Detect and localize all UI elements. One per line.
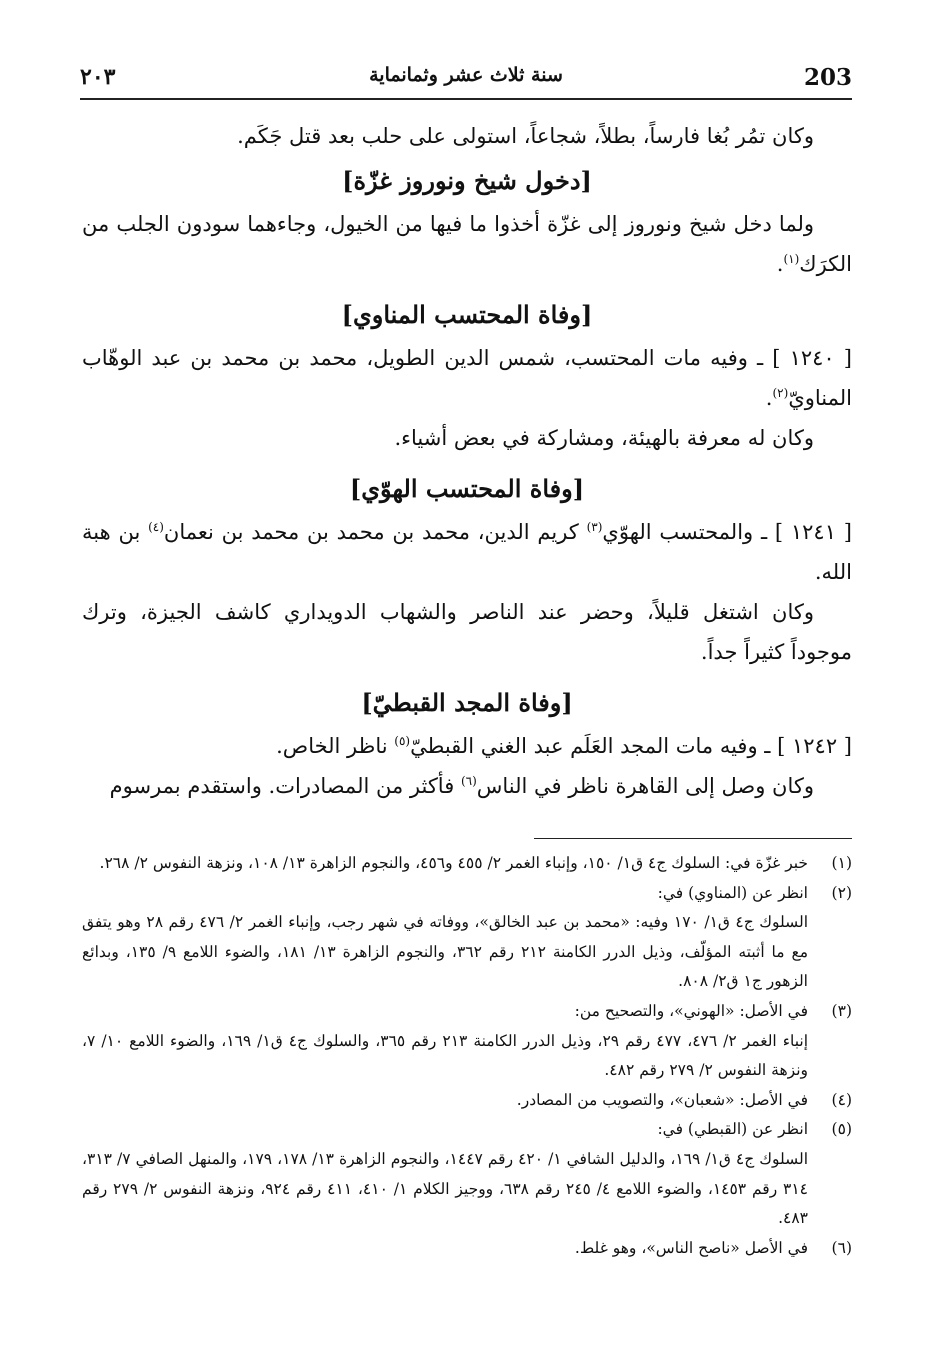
footnote-text: إنباء الغمر ٢/ ٤٧٦، ٤٧٧ رقم ٢٩، وذيل الدرر الكامنة ٢١٣ رقم ٣٦٥، والسلوك ج٤ ق١/ ١٦٩، والضوء اللامع ١٠/ ٧، ونزهة النفوس ٢/ ٢٧٩ رقم ٤٨٢.	[82, 1031, 809, 1080]
footnote-body	[82, 879, 808, 997]
footnote-text: انظر عن (المناوي) في:	[657, 883, 808, 902]
footnote-number: (٣)	[831, 1001, 852, 1020]
footnote-number: (٥)	[831, 1120, 852, 1139]
footnote-body	[82, 849, 808, 879]
footnote-body	[82, 997, 808, 1086]
footnote-divider	[534, 838, 852, 839]
paragraph	[82, 766, 852, 806]
footnote	[82, 849, 852, 879]
footnote-number: (٢)	[831, 883, 852, 902]
entry-paragraph	[82, 512, 852, 592]
page-number-arabic: ٢٠٣	[80, 64, 116, 90]
page-number-latin: 203	[803, 64, 852, 91]
entry-paragraph	[82, 338, 852, 418]
section-heading: [وفاة المحتسب الهوّي]	[349, 474, 585, 503]
footnote-number: (٦)	[831, 1238, 852, 1257]
footnote-text: في الأصل «ناصح الناس»، وهو غلط.	[574, 1238, 808, 1257]
paragraph-text: .	[765, 386, 773, 410]
footnote-ref: (٤)	[148, 520, 164, 534]
footnote-number: (١)	[831, 854, 852, 872]
paragraph-text: [ ١٢٤١ ] ـ والمحتسب الهوّي	[602, 520, 852, 544]
footnote-body	[82, 1115, 808, 1233]
running-header	[80, 62, 852, 100]
entry-paragraph	[82, 726, 852, 766]
paragraph-text: [ ١٢٤٢ ] ـ وفيه مات المجد العَلَم عبد الغني القبطيّ	[410, 734, 852, 758]
footnote-body	[82, 1086, 808, 1116]
footnote	[82, 997, 852, 1086]
footnote-ref: (٦)	[460, 774, 477, 788]
paragraph-text: .	[776, 252, 784, 276]
footnote	[82, 1086, 852, 1116]
running-title: سنة ثلاث عشر وثمانماية	[369, 64, 563, 86]
footnote-text: السلوك ج٤ ق١/ ١٧٠ وفيه: «محمد بن عبد الخالق»، ووفاته في شهر رجب، وإنباء الغمر ٢/ ٤٧٦ رقم ٢٨ وهو يتفق مع ما أثبته المؤلّف، وذيل الدرر الكامنة ٢١٢ رقم ٣٦٢، والنجوم الزاهرة ١٣/ ١٨١، والضوء اللامع ٩/ ١٣٥، وبدائع الزهور ج١ ق٢/ ٨٠٨.	[82, 913, 809, 991]
footnote-text: في الأصل: «شعبان»، والتصويب من المصادر.	[516, 1090, 808, 1109]
footnote-text: في الأصل: «الهوني»، والتصحيح من:	[574, 1001, 808, 1020]
paragraph-text: ناظر الخاص.	[276, 734, 395, 758]
paragraph-text: بن هبة الله.	[82, 520, 852, 584]
footnote-text: انظر عن (القبطي) في:	[657, 1120, 808, 1139]
section-heading: [وفاة المحتسب المناوي]	[341, 300, 593, 329]
footnote-ref: (١)	[783, 252, 800, 266]
footnote-number: (٤)	[831, 1090, 852, 1109]
main-text	[82, 116, 852, 806]
footnote-ref: (٢)	[772, 386, 789, 400]
paragraph-text: فأكثر من المصادرات. واستقدم بمرسوم	[109, 774, 461, 798]
paragraph	[82, 204, 852, 284]
paragraph: وكان تمُر بُغا فارساً، بطلاً، شجاعاً، استولى على حلب بعد قتل جَكَم.	[237, 124, 814, 148]
paragraph: وكان له معرفة بالهيئة، ومشاركة في بعض أشياء.	[394, 426, 814, 450]
section-heading: [دخول شيخ ونوروز غزّة]	[342, 166, 592, 195]
paragraph-text: وكان وصل إلى القاهرة ناظر في الناس	[476, 774, 814, 798]
footnote	[82, 1115, 852, 1233]
footnote-ref: (٥)	[394, 734, 411, 748]
footnote	[82, 879, 852, 997]
paragraph-text: ولما دخل شيخ ونوروز إلى غزّة أخذوا ما فيها من الخيول، وجاءهما سودون الجلب من الكرَك	[82, 212, 852, 276]
footnote-body	[82, 1234, 808, 1264]
footnotes	[82, 849, 852, 1263]
footnote-text: السلوك ج٤ ق١/ ١٦٩، والدليل الشافي ١/ ٤٢٠ رقم ١٤٤٧، والنجوم الزاهرة ١٣/ ١٧٨، ١٧٩، والمنهل الصافي ٧/ ٣١٣، ٣١٤ رقم ١٤٥٣، والضوء اللامع ٤/ ٢٤٥ رقم ٦٣٨، ووجيز الكلام ١/ ٤١٠، ٤١١ رقم ٩٢٤، ونزهة النفوس ٢/ ٢٧٩ رقم ٤٨٣.	[82, 1149, 809, 1228]
footnote-ref: (٣)	[586, 520, 603, 534]
section-heading: [وفاة المجد القبطيّ]	[361, 688, 573, 717]
footnote	[82, 1234, 852, 1264]
footnote-text: خبر غزّة في: السلوك ج٤ ق١/ ١٥٠، وإنباء الغمر ٢/ ٤٥٥ و٤٥٦، والنجوم الزاهرة ١٣/ ١٠٨، ونزهة النفوس ٢/ ٢٦٨.	[99, 854, 808, 872]
paragraph-text: كريم الدين، محمد بن محمد بن محمد بن نعمان	[163, 520, 587, 544]
paragraph-text: [ ١٢٤٠ ] ـ وفيه مات المحتسب، شمس الدين الطويل، محمد بن محمد بن عبد الوهّاب المناويّ	[82, 346, 852, 410]
paragraph: وكان اشتغل قليلاً، وحضر عند الناصر والشهاب الدويداري كاشف الجيزة، وترك موجوداً كثيراً جداً.	[82, 600, 852, 664]
